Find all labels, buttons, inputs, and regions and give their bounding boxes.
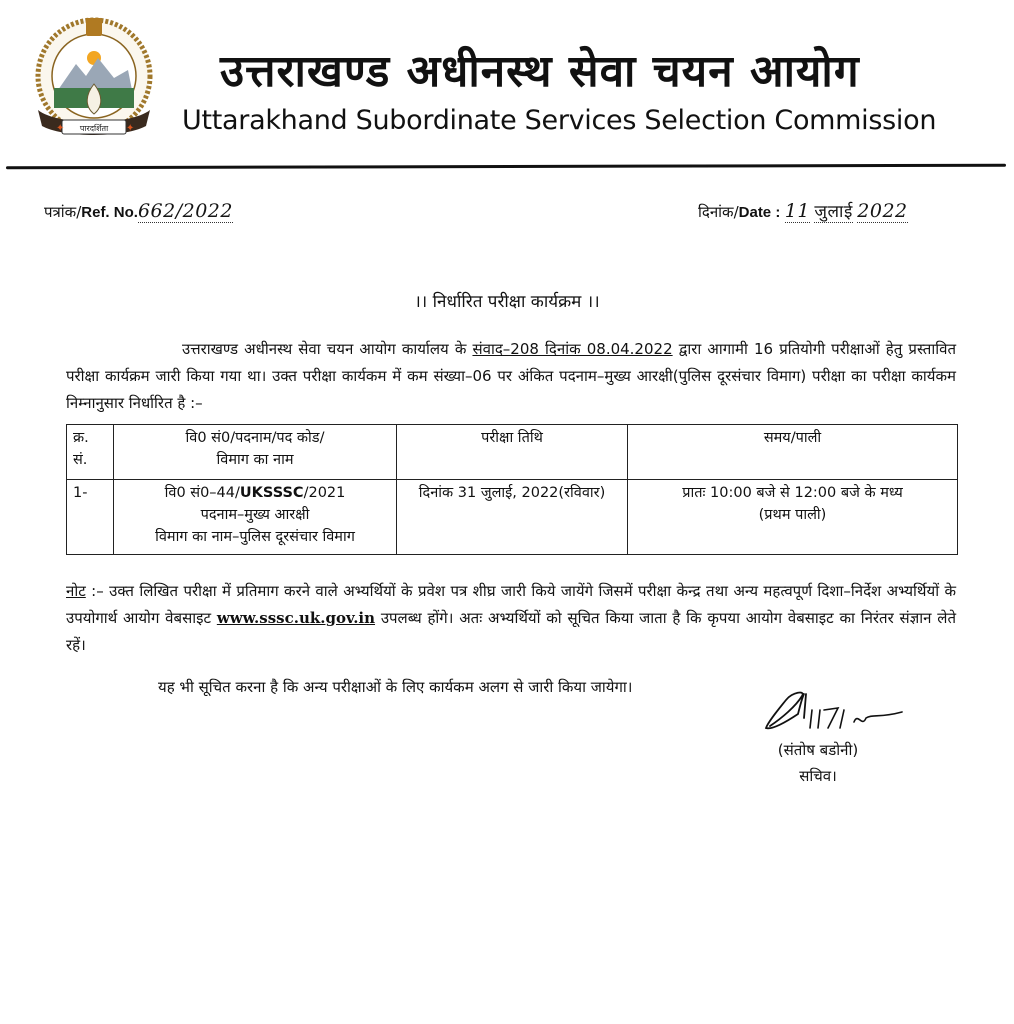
date-day: 11 [784, 200, 810, 222]
date-label-hindi: दिनांक/ [698, 203, 739, 221]
website-link[interactable]: www.sssc.uk.gov.in [216, 609, 376, 627]
cell-time-shift [628, 480, 958, 555]
document-date [698, 198, 908, 226]
table-header-row [67, 425, 958, 480]
date-label-english: Date : [738, 204, 781, 221]
schedule-heading: ।। निर्धारित परीक्षा कार्यक्रम ।। [414, 292, 600, 312]
intro-text-part2: द्वारा आगामी 16 प्रतियोगी परीक्षाओं हेतु प्रस्तावित परीक्षा कार्यक्रम जारी किया गया था। उक्त परीक्षा कार्यकम में कम संख्या–06 पर अंकित पदनाम–मुख्य आरक्षी(पुलिस दूरसंचार विमाग) परीक्षा का परीक्षा कार्यकम निम्नानुसार निर्धारित है :– [66, 340, 957, 412]
reference-value: 662/2022 [137, 200, 233, 222]
reference-number [44, 198, 233, 226]
cell-advertisement-number [120, 482, 390, 504]
cell-department: विमाग का नाम–पुलिस दूरसंचार विमाग [155, 529, 355, 545]
commission-title-english: Uttarakhand Subordinate Services Selection Commission [182, 105, 937, 136]
advt-prefix: वि0 सं0–44/ [164, 485, 240, 501]
commission-emblem-logo [28, 14, 160, 146]
signatory-name: (संतोष बडोनी) [777, 741, 859, 759]
header-serial [67, 425, 114, 480]
note-paragraph [66, 578, 956, 659]
additional-note: यह भी सूचित करना है कि अन्य परीक्षाओं के लिए कार्यकम अलग से जारी किया जायेगा। [158, 678, 633, 696]
date-year: 2022 [857, 200, 908, 222]
note-text-part1: :– उक्त लिखित परीक्षा में प्रतिमाग करने वाले अभ्यर्थियों के प्रवेश पत्र शीघ्र जारी किये जायेंगे जिसमें परीक्षा केन्द्र तथा अन्य महत्वपूर्ण दिशा–निर्देश अभ्यर्थियों के उपयोगार्थ आयोग वेबसाइट [66, 582, 956, 627]
cell-serial: 1- [67, 480, 114, 555]
cell-post-name: पदनाम–मुख्य आरक्षी [200, 507, 310, 523]
star-icon: ✦ [126, 123, 135, 134]
intro-text-part1: उत्तराखण्ड अधीनस्थ सेवा चयन आयोग कार्यालय के [182, 340, 473, 358]
advt-code: UKSSSC [239, 485, 304, 501]
signatory-designation: सचिव। [799, 767, 837, 785]
cell-post [114, 480, 397, 555]
exam-schedule-table [66, 424, 958, 555]
table-row [67, 480, 958, 555]
commission-title-hindi: उत्तराखण्ड अधीनस्थ सेवा चयन आयोग [220, 46, 860, 97]
date-month: जुलाई [814, 202, 853, 222]
note-label: नोट [66, 582, 86, 600]
header-serial-line1: क्र. [73, 430, 89, 446]
header-divider [6, 164, 1006, 170]
cell-shift: (प्रथम पाली) [758, 507, 827, 523]
header-post-line2: विमाग का नाम [216, 452, 294, 468]
intro-reference-underlined: संवाद–208 दिनांक 08.04.2022 [472, 340, 673, 358]
header-exam-date: परीक्षा तिथि [397, 425, 628, 480]
reference-label-hindi: पत्रांक/ [44, 203, 82, 221]
header-post [114, 425, 397, 480]
cell-exam-date: दिनांक 31 जुलाई, 2022(रविवार) [397, 480, 628, 555]
cell-time: प्रातः 10:00 बजे से 12:00 बजे के मध्य [682, 485, 903, 501]
svg-text:पारदर्शिता: पारदर्शिता [79, 124, 109, 133]
advt-suffix: /2021 [303, 485, 346, 501]
reference-label-english: Ref. No. [81, 204, 138, 221]
header-time-shift: समय/पाली [628, 425, 958, 480]
note-text-part2: उपलब्ध होंगे। अतः अभ्यर्थियों को सूचित किया जाता है कि कृपया आयोग वेबसाइट का निरंतर संज्ञान लेते रहें। [66, 609, 957, 654]
intro-paragraph [66, 336, 956, 417]
handwritten-signature [762, 688, 912, 740]
ashoka-emblem-icon [86, 18, 102, 36]
header-post-line1: वि0 सं0/पदनाम/पद कोड/ [185, 430, 325, 446]
star-icon: ✦ [56, 123, 65, 134]
header-serial-line2: सं. [73, 452, 88, 468]
